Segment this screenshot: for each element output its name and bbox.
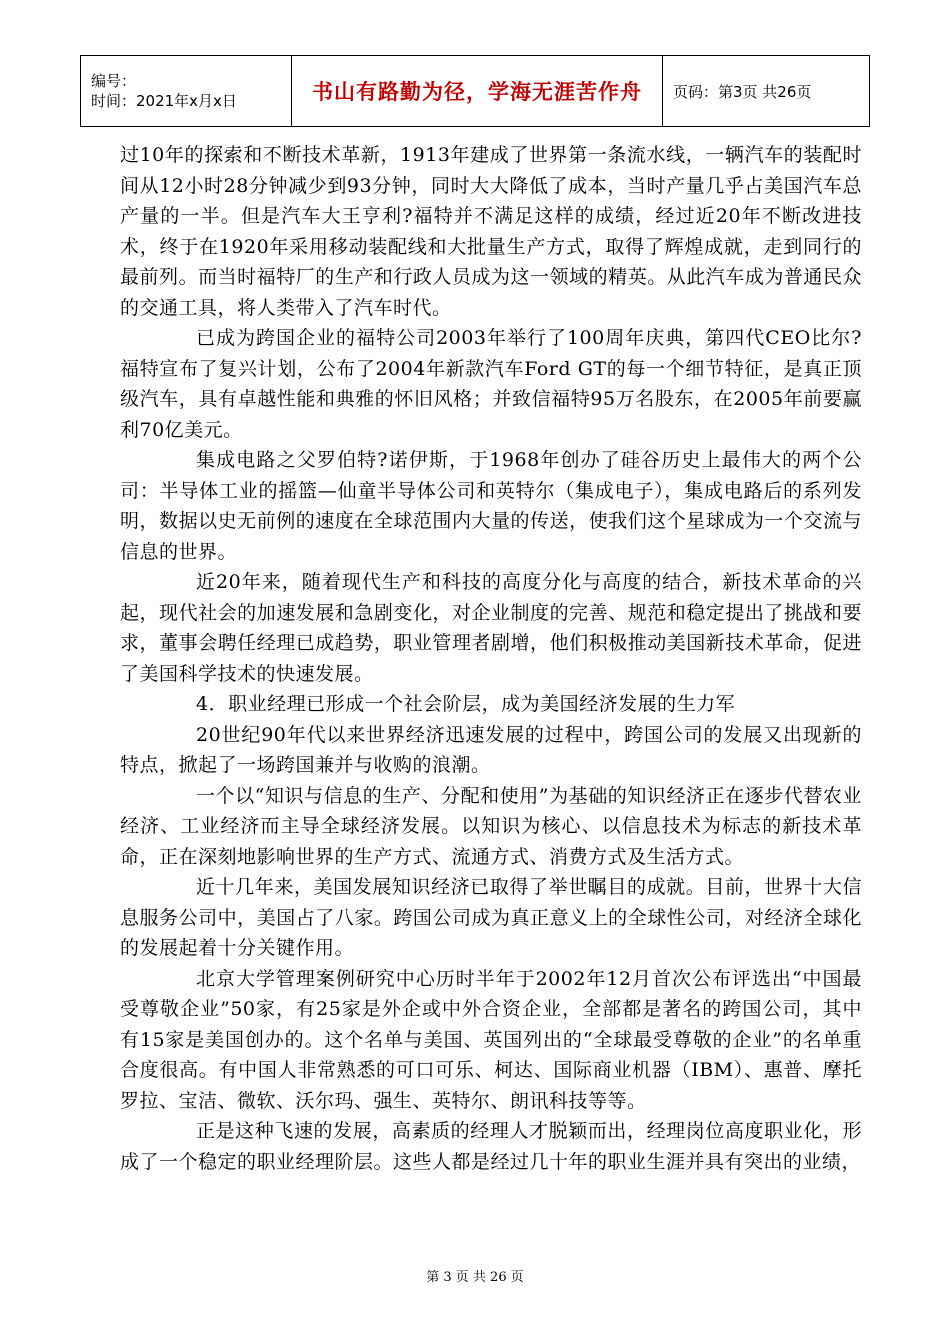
paragraph: 过10年的探索和不断技术革新，1913年建成了世界第一条流水线，一辆汽车的装配时间从12小时28分钟减少到93分钟，同时大大降低了成本，当时产量几乎占美国汽车总产量的一半。但是汽车大王亨利?福特并不满足这样的成绩，经过近20年不断改进技术，终于在1920年采用移动装配线和大批量生产方式，取得了辉煌成就，走到同行的最前列。而当时福特厂的生产和行政人员成为这一领域的精英。从此汽车成为普通民众的交通工具，将人类带入了汽车时代。 [120,144,862,319]
page-header [80,55,870,127]
document-body [120,140,862,1177]
section-heading: 4．职业经理已形成一个社会阶层，成为美国经济发展的生力军 [196,693,736,715]
paragraph: 近十几年来，美国发展知识经济已取得了举世瞩目的成就。目前，世界十大信息服务公司中，美国占了八家。跨国公司成为真正意义上的全球性公司，对经济全球化的发展起着十分关键作用。 [120,876,862,959]
paragraph: 近20年来，随着现代生产和科技的高度分化与高度的结合，新技术革命的兴起，现代社会的加速发展和急剧变化，对企业制度的完善、规范和稳定提出了挑战和要求，董事会聘任经理已成趋势，职业管理者剧增，他们积极推动美国新技术革命，促进了美国科学技术的快速发展。 [120,571,862,685]
paragraph: 集成电路之父罗伯特?诺伊斯，于1968年创办了硅谷历史上最伟大的两个公司：半导体工业的摇篮—仙童半导体公司和英特尔（集成电子），集成电路后的系列发明，数据以史无前例的速度在全球范围内大量的传送，使我们这个星球成为一个交流与信息的世界。 [120,449,862,563]
page-footer: 第 3 页 共 26 页 [426,1270,524,1285]
paragraph: 正是这种飞速的发展，高素质的经理人才脱颖而出，经理岗位高度职业化，形成了一个稳定的职业经理阶层。这些人都是经过几十年的职业生涯并具有突出的业绩， [120,1120,862,1173]
paragraph: 已成为跨国企业的福特公司2003年举行了100周年庆典，第四代CEO比尔?福特宣布了复兴计划，公布了2004年新款汽车Ford GT的每一个细节特征，是真正顶级汽车，具有卓越性能和典雅的怀旧风格；并致信福特95万名股东，在2005年前要赢利70亿美元。 [120,327,862,441]
paragraph: 北京大学管理案例研究中心历时半年于2002年12月首次公布评选出“中国最受尊敬企业”50家，有25家是外企或中外合资企业，全部都是著名的跨国公司，其中有15家是美国创办的。这个名单与美国、英国列出的“全球最受尊敬的企业”的名单重合度很高。有中国人非常熟悉的可口可乐、柯达、国际商业机器（IBM）、惠普、摩托罗拉、宝洁、微软、沃尔玛、强生、英特尔、朗讯科技等等。 [120,967,862,1112]
paragraph: 一个以“知识与信息的生产、分配和使用”为基础的知识经济正在逐步代替农业经济、工业经济而主导全球经济发展。以知识为核心、以信息技术为标志的新技术革命，正在深刻地影响世界的生产方式、流通方式、消费方式及生活方式。 [120,784,862,868]
document-number-label: 编号： [91,72,137,90]
header-meta-cell [81,56,292,127]
header-motto: 书山有路勤为径，学海无涯苦作舟 [292,56,663,127]
paragraph: 20世纪90年代以来世界经济迅速发展的过程中，跨国公司的发展又出现新的特点，掀起了一场跨国兼并与收购的浪潮。 [120,723,862,776]
header-page-info: 页码：第3页 共26页 [663,56,870,127]
document-date-label: 时间：2021年x月x日 [91,92,237,110]
